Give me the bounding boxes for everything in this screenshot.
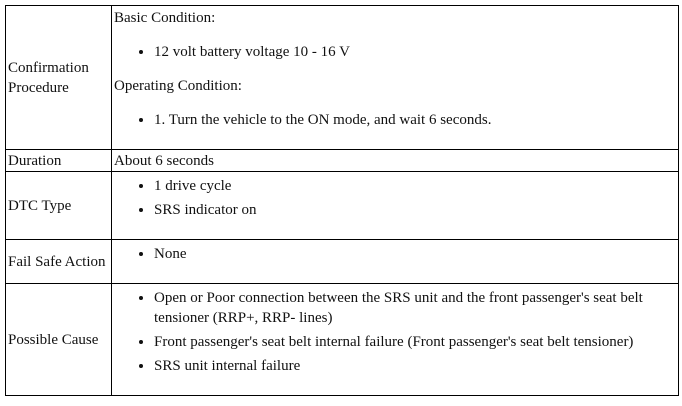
- row-confirmation-procedure: [6, 6, 679, 150]
- row-content: [112, 172, 679, 240]
- row-label: DTC Type: [6, 172, 112, 240]
- basic-condition-title: Basic Condition:: [114, 10, 216, 26]
- row-label: Possible Cause: [6, 284, 112, 396]
- operating-condition-title: Operating Condition:: [114, 78, 242, 94]
- duration-value: About 6 seconds: [112, 150, 679, 172]
- list-item: • Front passenger's seat belt internal failure (Front passenger's seat belt tensioner): [154, 332, 672, 352]
- fail-safe-list: [114, 244, 672, 264]
- row-fail-safe-action: [6, 240, 679, 284]
- dtc-spec-table: [5, 5, 679, 396]
- operating-condition-list: [114, 110, 672, 130]
- row-label: Duration: [6, 150, 112, 172]
- list-item: • Open or Poor connection between the SRS unit and the front passenger's seat belt tensioner (RRP+, RRP- lines): [154, 288, 672, 328]
- list-item: • SRS unit internal failure: [154, 356, 672, 376]
- list-item: • SRS indicator on: [154, 200, 672, 220]
- row-label: Confirmation Procedure: [6, 6, 112, 150]
- list-item: • 12 volt battery voltage 10 - 16 V: [154, 42, 672, 62]
- list-item: • 1 drive cycle: [154, 176, 672, 196]
- row-content: [112, 6, 679, 150]
- row-possible-cause: [6, 284, 679, 396]
- possible-cause-list: [114, 288, 672, 376]
- row-dtc-type: [6, 172, 679, 240]
- row-duration: [6, 150, 679, 172]
- row-content: [112, 284, 679, 396]
- list-item: • 1. Turn the vehicle to the ON mode, and wait 6 seconds.: [154, 110, 672, 130]
- row-label: Fail Safe Action: [6, 240, 112, 284]
- list-item: • None: [154, 244, 672, 264]
- basic-condition-list: [114, 42, 672, 62]
- row-content: [112, 240, 679, 284]
- dtc-type-list: [114, 176, 672, 220]
